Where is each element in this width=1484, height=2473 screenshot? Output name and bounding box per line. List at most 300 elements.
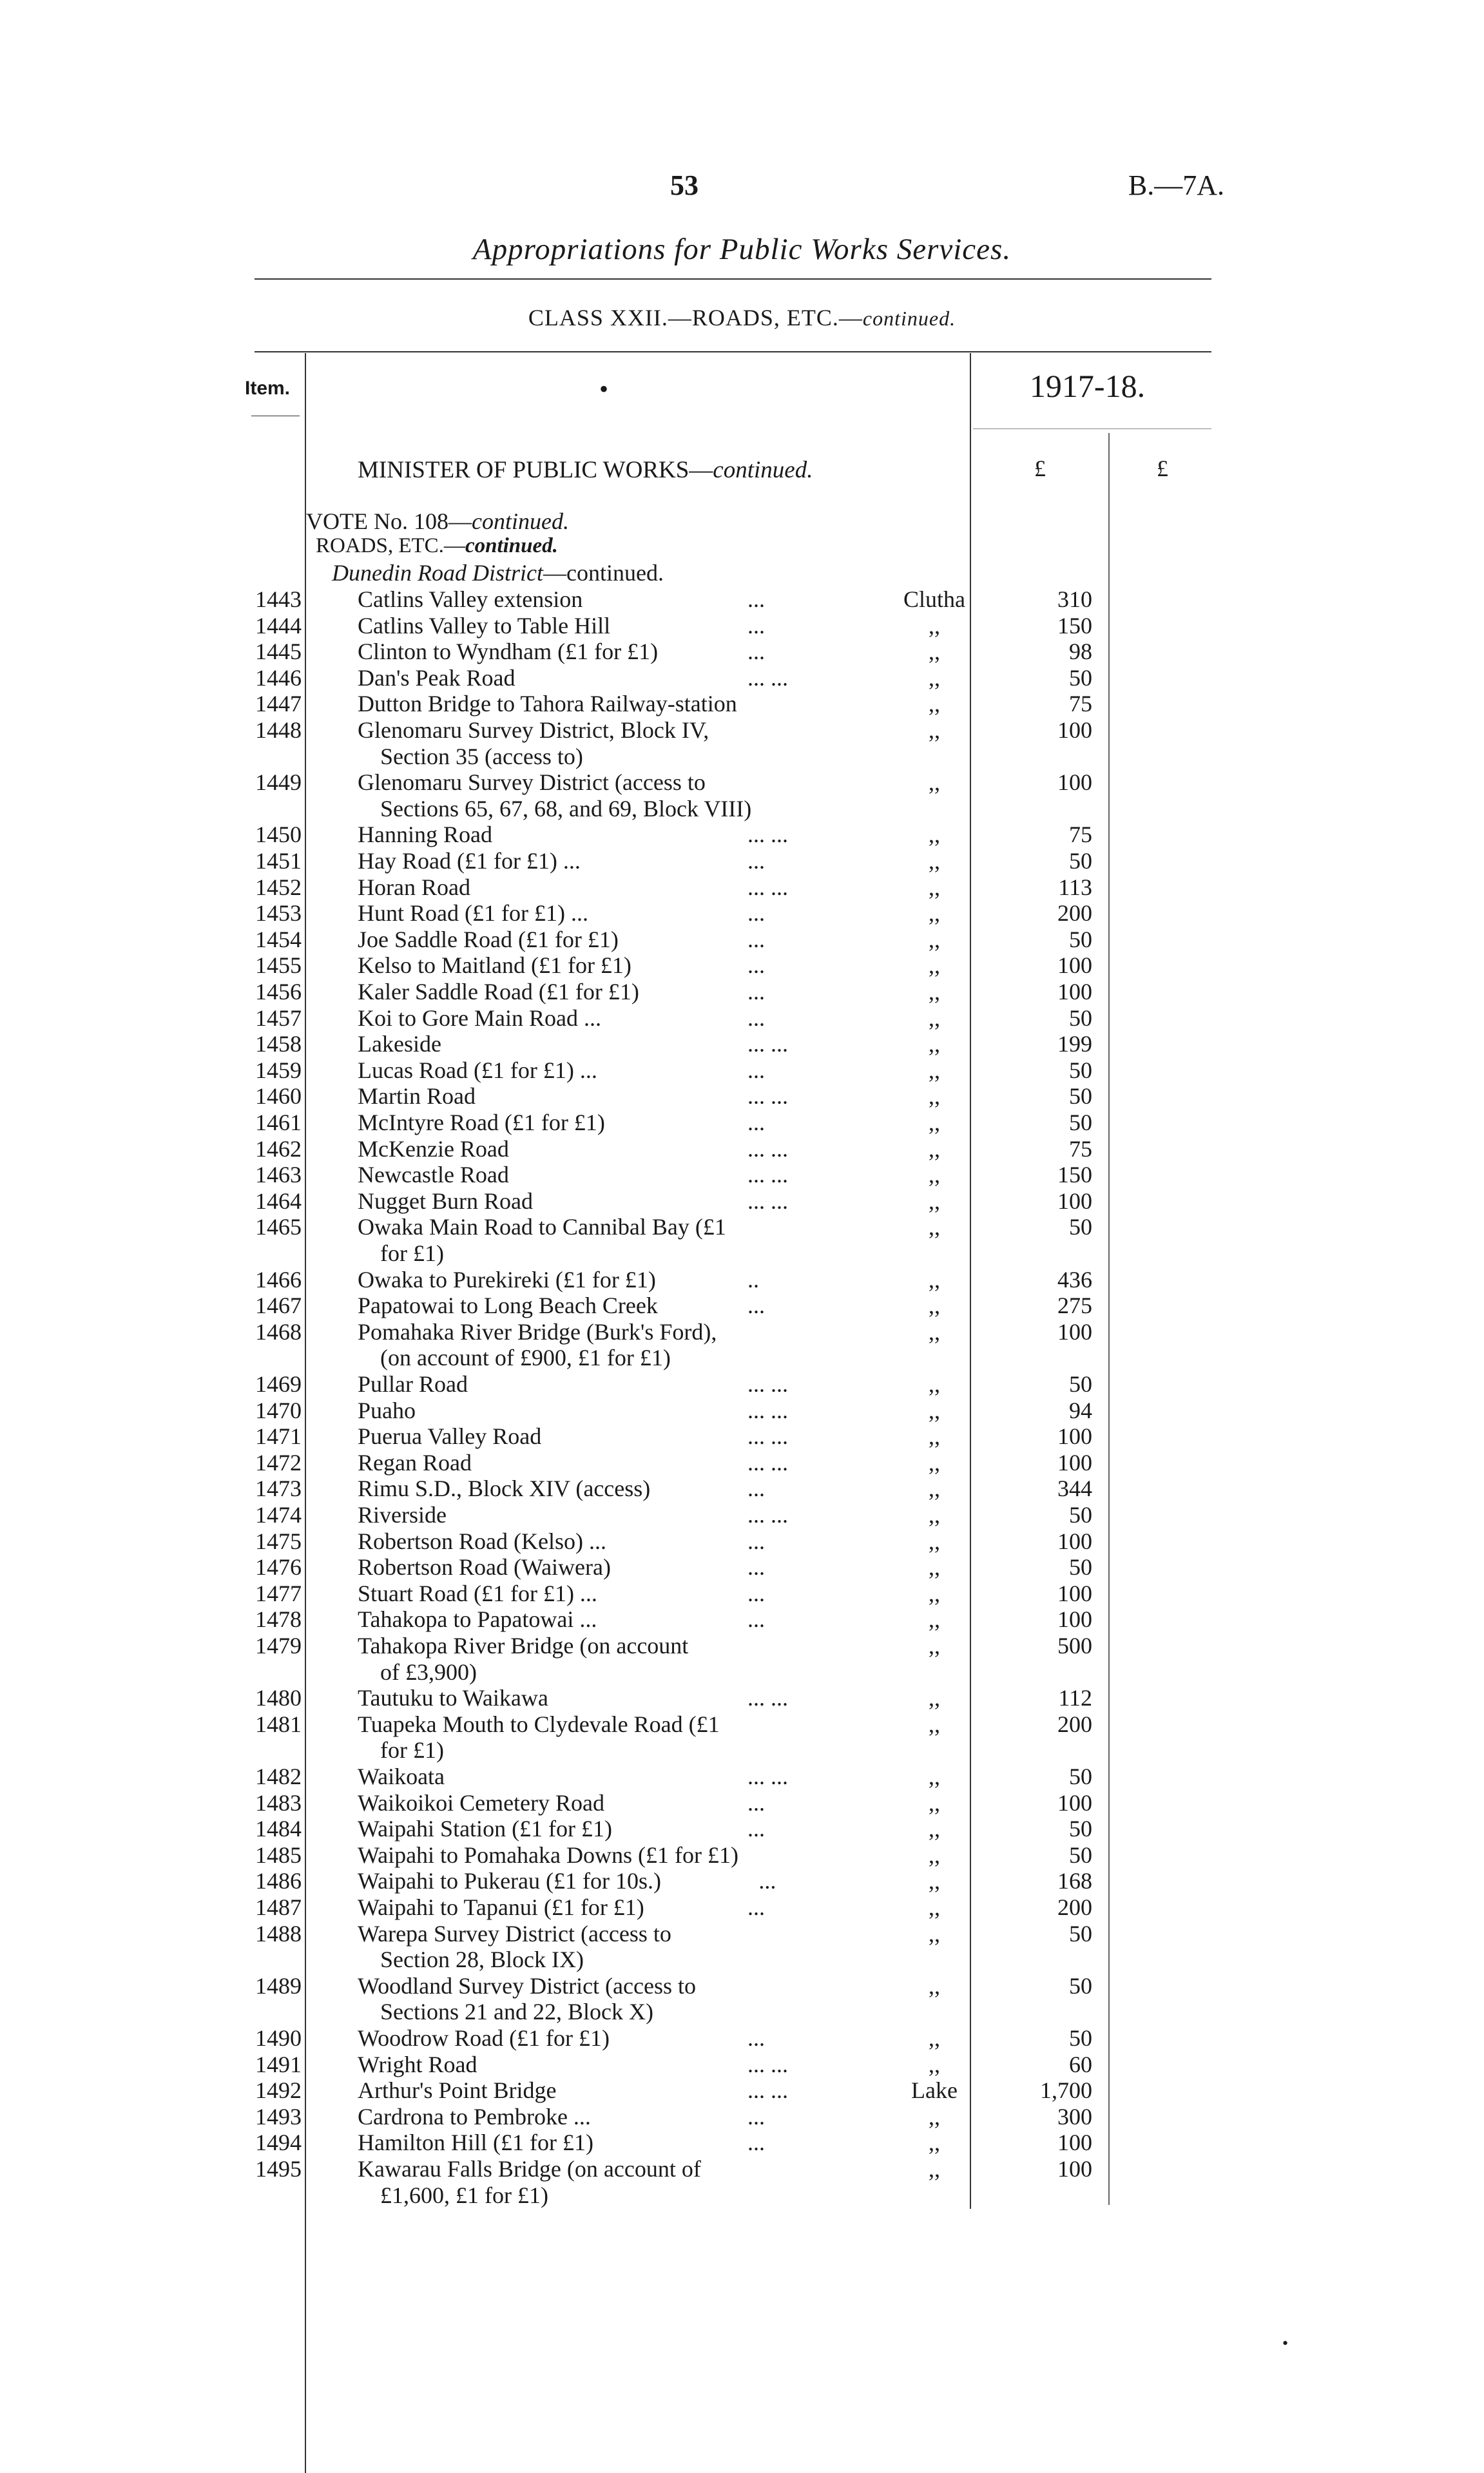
table-row bbox=[0, 1816, 1484, 1842]
table-row bbox=[0, 979, 1484, 1005]
leader-dots: ... ... bbox=[747, 1136, 788, 1162]
item-description: Robertson Road (Kelso) ... bbox=[358, 1528, 606, 1554]
table-row bbox=[0, 1476, 1484, 1501]
leader-dots: ... ... bbox=[747, 1188, 788, 1214]
leader-dots: ... ... bbox=[747, 1371, 788, 1397]
item-number: 1464 bbox=[255, 1188, 302, 1214]
pound-symbol-1: £ bbox=[1034, 456, 1046, 481]
leader-dots: ... ... bbox=[747, 1398, 788, 1423]
item-description: Wright Road bbox=[358, 2052, 477, 2077]
leader-dots: ... ... bbox=[747, 1031, 788, 1057]
amount: 100 bbox=[1057, 1581, 1092, 1606]
county-name: ,, bbox=[929, 2130, 940, 2155]
table-row-continuation bbox=[0, 1999, 1484, 2025]
item-description: Tahakopa to Papatowai ... bbox=[358, 1606, 597, 1632]
vote-text: VOTE No. 108— bbox=[306, 508, 472, 534]
leader-dots: ... bbox=[747, 1293, 765, 1318]
county-name: ,, bbox=[929, 691, 940, 717]
amount: 1,700 bbox=[1040, 2077, 1092, 2103]
leader-dots: ... bbox=[747, 1606, 765, 1632]
item-number: 1490 bbox=[255, 2025, 302, 2051]
item-description: Tuapeka Mouth to Clydevale Road (£1 bbox=[358, 1711, 720, 1737]
item-number: 1485 bbox=[255, 1842, 302, 1868]
paper-reference: B.—7A. bbox=[1128, 169, 1224, 201]
item-description: Robertson Road (Waiwera) bbox=[358, 1554, 611, 1580]
amount: 50 bbox=[1069, 1502, 1092, 1528]
amount: 98 bbox=[1069, 639, 1092, 664]
heading-rule bbox=[255, 278, 1211, 280]
amount: 310 bbox=[1057, 586, 1092, 612]
item-description: Joe Saddle Road (£1 for £1) bbox=[358, 927, 619, 952]
roads-suffix: continued. bbox=[465, 534, 558, 557]
amount: 150 bbox=[1057, 613, 1092, 639]
roads-heading bbox=[316, 534, 558, 558]
table-row bbox=[0, 952, 1484, 978]
table-row bbox=[0, 1711, 1484, 1737]
county-name: ,, bbox=[929, 874, 940, 900]
item-description: Woodrow Road (£1 for £1) bbox=[358, 2025, 610, 2051]
amount: 100 bbox=[1057, 1423, 1092, 1449]
item-number: 1493 bbox=[255, 2104, 302, 2130]
county-name: ,, bbox=[929, 1371, 940, 1397]
amount: 50 bbox=[1069, 1083, 1092, 1109]
leader-dots: ... ... bbox=[747, 822, 788, 847]
table-row bbox=[0, 1057, 1484, 1083]
year-header-rule bbox=[973, 428, 1211, 429]
item-number: 1460 bbox=[255, 1083, 302, 1109]
amount: 50 bbox=[1069, 927, 1092, 952]
county-name: ,, bbox=[929, 1921, 940, 1947]
amount: 436 bbox=[1057, 1267, 1092, 1293]
item-description: Waipahi Station (£1 for £1) bbox=[358, 1816, 613, 1842]
county-name: ,, bbox=[929, 613, 940, 639]
county-name: ,, bbox=[929, 1005, 940, 1031]
county-name: ,, bbox=[929, 1188, 940, 1214]
table-row bbox=[0, 691, 1484, 717]
item-number: 1492 bbox=[255, 2077, 302, 2103]
leader-dots: ... ... bbox=[747, 874, 788, 900]
item-number: 1453 bbox=[255, 900, 302, 926]
table-row bbox=[0, 1083, 1484, 1109]
item-description-continued: Sections 65, 67, 68, and 69, Block VIII) bbox=[380, 796, 752, 822]
table-row bbox=[0, 2025, 1484, 2051]
table-row bbox=[0, 2052, 1484, 2077]
amount: 94 bbox=[1069, 1398, 1092, 1423]
amount: 50 bbox=[1069, 2025, 1092, 2051]
leader-dots: ... bbox=[747, 1554, 765, 1580]
leader-dots: ... ... bbox=[747, 2077, 788, 2103]
item-description: Papatowai to Long Beach Creek bbox=[358, 1293, 658, 1318]
item-number: 1489 bbox=[255, 1973, 302, 1999]
table-row-continuation bbox=[0, 1345, 1484, 1371]
item-number: 1450 bbox=[255, 822, 302, 847]
table-row bbox=[0, 717, 1484, 743]
county-name: ,, bbox=[929, 2156, 940, 2182]
table-row bbox=[0, 769, 1484, 795]
item-description: Horan Road bbox=[358, 874, 470, 900]
amount: 50 bbox=[1069, 1764, 1092, 1789]
item-description: Woodland Survey District (access to bbox=[358, 1973, 696, 1999]
amount: 200 bbox=[1057, 1711, 1092, 1737]
item-description: Arthur's Point Bridge bbox=[358, 2077, 557, 2103]
county-name: ,, bbox=[929, 1267, 940, 1293]
table-row bbox=[0, 1136, 1484, 1162]
item-number: 1483 bbox=[255, 1790, 302, 1816]
leader-dots: ... bbox=[747, 1528, 765, 1554]
item-description: Owaka to Purekireki (£1 for £1) bbox=[358, 1267, 656, 1293]
leader-dots: ... bbox=[747, 848, 765, 874]
item-number: 1457 bbox=[255, 1005, 302, 1031]
item-description: Pullar Road bbox=[358, 1371, 468, 1397]
amount: 50 bbox=[1069, 848, 1092, 874]
county-name: ,, bbox=[929, 1293, 940, 1318]
leader-dots: ... bbox=[747, 952, 765, 978]
county-name: ,, bbox=[929, 822, 940, 847]
leader-dots: ... bbox=[747, 2104, 765, 2130]
item-description: Hunt Road (£1 for £1) ... bbox=[358, 900, 588, 926]
table-row bbox=[0, 639, 1484, 664]
item-description: Puaho bbox=[358, 1398, 416, 1423]
bottom-mark: • bbox=[1282, 2334, 1289, 2353]
item-description: Lakeside bbox=[358, 1031, 441, 1057]
item-number: 1486 bbox=[255, 1868, 302, 1894]
item-number: 1495 bbox=[255, 2156, 302, 2182]
county-name: ,, bbox=[929, 1450, 940, 1476]
item-number: 1488 bbox=[255, 1921, 302, 1947]
table-row bbox=[0, 613, 1484, 639]
amount: 100 bbox=[1057, 2130, 1092, 2155]
leader-dots: ... bbox=[747, 2025, 765, 2051]
item-description: Hanning Road bbox=[358, 822, 492, 847]
table-row bbox=[0, 2077, 1484, 2103]
amount: 75 bbox=[1069, 1136, 1092, 1162]
item-description: McKenzie Road bbox=[358, 1136, 509, 1162]
table-row bbox=[0, 1031, 1484, 1057]
county-name: ,, bbox=[929, 769, 940, 795]
table-row bbox=[0, 848, 1484, 874]
leader-dots: ... bbox=[747, 1110, 765, 1135]
minister-suffix: continued. bbox=[713, 457, 813, 483]
table-row bbox=[0, 1214, 1484, 1240]
leader-dots: ... bbox=[747, 1790, 765, 1816]
amount: 100 bbox=[1057, 717, 1092, 743]
amount: 200 bbox=[1057, 1894, 1092, 1920]
amount: 100 bbox=[1057, 1450, 1092, 1476]
item-description-continued: for £1) bbox=[380, 1737, 444, 1763]
item-number: 1469 bbox=[255, 1371, 302, 1397]
amount: 50 bbox=[1069, 1110, 1092, 1135]
county-name: ,, bbox=[929, 1423, 940, 1449]
table-row bbox=[0, 1110, 1484, 1135]
county-name: ,, bbox=[929, 1319, 940, 1345]
item-number: 1461 bbox=[255, 1110, 302, 1135]
county-name: ,, bbox=[929, 2052, 940, 2077]
item-description: Warepa Survey District (access to bbox=[358, 1921, 671, 1947]
leader-dots: ... bbox=[747, 900, 765, 926]
item-description: Waikoata bbox=[358, 1764, 445, 1789]
county-name: ,, bbox=[929, 1554, 940, 1580]
county-name: ,, bbox=[929, 1057, 940, 1083]
leader-dots: ... bbox=[747, 613, 765, 639]
table-row bbox=[0, 1790, 1484, 1816]
county-name: ,, bbox=[929, 1136, 940, 1162]
county-name: ,, bbox=[929, 1685, 940, 1711]
county-name: ,, bbox=[929, 1633, 940, 1659]
item-description: Tautuku to Waikawa bbox=[358, 1685, 548, 1711]
amount: 168 bbox=[1057, 1868, 1092, 1894]
table-row bbox=[0, 2104, 1484, 2130]
table-row bbox=[0, 586, 1484, 612]
year-column-header: 1917-18. bbox=[1029, 368, 1146, 404]
amount: 50 bbox=[1069, 1973, 1092, 1999]
class-title bbox=[0, 304, 1484, 331]
table-row bbox=[0, 900, 1484, 926]
county-name: ,, bbox=[929, 1606, 940, 1632]
item-description-continued: (on account of £900, £1 for £1) bbox=[380, 1345, 671, 1371]
item-description: Hamilton Hill (£1 for £1) bbox=[358, 2130, 593, 2155]
amount: 60 bbox=[1069, 2052, 1092, 2077]
item-number: 1451 bbox=[255, 848, 302, 874]
county-name: ,, bbox=[929, 1398, 940, 1423]
item-description: McIntyre Road (£1 for £1) bbox=[358, 1110, 605, 1135]
table-row bbox=[0, 822, 1484, 847]
item-description: Rimu S.D., Block XIV (access) bbox=[358, 1476, 651, 1501]
district-suffix: —continued. bbox=[543, 560, 664, 586]
leader-dots: ... ... bbox=[747, 1685, 788, 1711]
table-row bbox=[0, 1685, 1484, 1711]
leader-dots: ... bbox=[747, 927, 765, 952]
table-row bbox=[0, 1398, 1484, 1423]
county-name: ,, bbox=[929, 1973, 940, 1999]
item-description: Owaka Main Road to Cannibal Bay (£1 bbox=[358, 1214, 726, 1240]
table-row bbox=[0, 1528, 1484, 1554]
item-number: 1470 bbox=[255, 1398, 302, 1423]
item-number: 1465 bbox=[255, 1214, 302, 1240]
amount: 275 bbox=[1057, 1293, 1092, 1318]
county-name: ,, bbox=[929, 1214, 940, 1240]
item-description: Waipahi to Tapanui (£1 for £1) bbox=[358, 1894, 644, 1920]
class-title-suffix: continued. bbox=[862, 307, 956, 330]
roads-text: ROADS, ETC.— bbox=[316, 534, 465, 557]
amount: 100 bbox=[1057, 2156, 1092, 2182]
item-description: Waipahi to Pukerau (£1 for 10s.) bbox=[358, 1868, 661, 1894]
county-name: ,, bbox=[929, 1110, 940, 1135]
item-number: 1466 bbox=[255, 1267, 302, 1293]
county-name: Lake bbox=[911, 2077, 958, 2103]
item-description: Cardrona to Pembroke ... bbox=[358, 2104, 591, 2130]
item-number: 1479 bbox=[255, 1633, 302, 1659]
item-description: Glenomaru Survey District, Block IV, bbox=[358, 717, 709, 743]
class-title-text: CLASS XXII.—ROADS, ETC.— bbox=[528, 305, 863, 331]
table-row bbox=[0, 1162, 1484, 1188]
item-description-continued: Sections 21 and 22, Block X) bbox=[380, 1999, 653, 2025]
county-name: ,, bbox=[929, 848, 940, 874]
leader-dots: ... ... bbox=[747, 1450, 788, 1476]
table-row-continuation bbox=[0, 1737, 1484, 1763]
vote-suffix: continued. bbox=[471, 508, 569, 534]
item-number: 1471 bbox=[255, 1423, 302, 1449]
table-row-continuation bbox=[0, 2182, 1484, 2208]
amount: 199 bbox=[1057, 1031, 1092, 1057]
item-description: Glenomaru Survey District (access to bbox=[358, 769, 706, 795]
table-top-rule bbox=[255, 351, 1211, 352]
table-row bbox=[0, 1188, 1484, 1214]
item-description: Riverside bbox=[358, 1502, 447, 1528]
table-row bbox=[0, 1764, 1484, 1789]
item-description-continued: Section 35 (access to) bbox=[380, 744, 583, 769]
county-name: ,, bbox=[929, 639, 940, 664]
amount: 100 bbox=[1057, 1528, 1092, 1554]
item-number: 1494 bbox=[255, 2130, 302, 2155]
leader-dots: ... ... bbox=[747, 2052, 788, 2077]
county-name: ,, bbox=[929, 2104, 940, 2130]
district-text: Dunedin Road District bbox=[332, 560, 543, 586]
item-number: 1480 bbox=[255, 1685, 302, 1711]
table-row bbox=[0, 2130, 1484, 2155]
county-name: ,, bbox=[929, 1581, 940, 1606]
vote-heading bbox=[306, 508, 569, 535]
table-row bbox=[0, 1868, 1484, 1894]
item-description: Lucas Road (£1 for £1) ... bbox=[358, 1057, 597, 1083]
table-row-continuation bbox=[0, 744, 1484, 769]
table-row bbox=[0, 1581, 1484, 1606]
item-number: 1477 bbox=[255, 1581, 302, 1606]
item-description-continued: £1,600, £1 for £1) bbox=[380, 2182, 548, 2208]
table-row bbox=[0, 1633, 1484, 1659]
leader-dots: ... ... bbox=[747, 1162, 788, 1188]
district-heading bbox=[332, 559, 664, 586]
item-description: Stuart Road (£1 for £1) ... bbox=[358, 1581, 597, 1606]
leader-dots: ... ... bbox=[747, 1764, 788, 1789]
item-number: 1448 bbox=[255, 717, 302, 743]
county-name: ,, bbox=[929, 1894, 940, 1920]
amount: 50 bbox=[1069, 1554, 1092, 1580]
table-row bbox=[0, 874, 1484, 900]
table-row-continuation bbox=[0, 796, 1484, 822]
table-row bbox=[0, 1293, 1484, 1318]
table-row bbox=[0, 1005, 1484, 1031]
table-row bbox=[0, 1606, 1484, 1632]
item-number: 1447 bbox=[255, 691, 302, 717]
item-description: Clinton to Wyndham (£1 for £1) bbox=[358, 639, 659, 664]
item-description: Kelso to Maitland (£1 for £1) bbox=[358, 952, 631, 978]
leader-dots: ... bbox=[747, 1057, 765, 1083]
table-row bbox=[0, 1921, 1484, 1947]
leader-dots: ... bbox=[747, 2130, 765, 2155]
table-row-continuation bbox=[0, 1947, 1484, 1972]
item-number: 1444 bbox=[255, 613, 302, 639]
leader-dots: ... bbox=[747, 1005, 765, 1031]
amount: 100 bbox=[1057, 1319, 1092, 1345]
item-number: 1445 bbox=[255, 639, 302, 664]
item-number: 1452 bbox=[255, 874, 302, 900]
table-row bbox=[0, 1894, 1484, 1920]
item-number: 1455 bbox=[255, 952, 302, 978]
page-heading: Appropriations for Public Works Services. bbox=[472, 233, 1012, 266]
amount: 344 bbox=[1057, 1476, 1092, 1501]
table-row bbox=[0, 1842, 1484, 1868]
item-number: 1473 bbox=[255, 1476, 302, 1501]
county-name: ,, bbox=[929, 1528, 940, 1554]
item-description: Catlins Valley extension bbox=[358, 586, 583, 612]
county-name: ,, bbox=[929, 1711, 940, 1737]
item-description: Puerua Valley Road bbox=[358, 1423, 542, 1449]
item-number: 1454 bbox=[255, 927, 302, 952]
table-row bbox=[0, 1371, 1484, 1397]
item-description: Nugget Burn Road bbox=[358, 1188, 533, 1214]
table-row bbox=[0, 665, 1484, 691]
county-name: ,, bbox=[929, 2025, 940, 2051]
item-description-continued: for £1) bbox=[380, 1240, 444, 1266]
header-dot: • bbox=[599, 374, 609, 403]
item-number: 1456 bbox=[255, 979, 302, 1005]
item-description: Koi to Gore Main Road ... bbox=[358, 1005, 601, 1031]
item-number: 1462 bbox=[255, 1136, 302, 1162]
item-description: Waipahi to Pomahaka Downs (£1 for £1) bbox=[358, 1842, 738, 1868]
amount: 500 bbox=[1057, 1633, 1092, 1659]
county-name: ,, bbox=[929, 900, 940, 926]
leader-dots: .. bbox=[747, 1267, 759, 1293]
county-name: ,, bbox=[929, 1162, 940, 1188]
county-name: ,, bbox=[929, 665, 940, 691]
item-number: 1481 bbox=[255, 1711, 302, 1737]
county-name: ,, bbox=[929, 1790, 940, 1816]
amount: 50 bbox=[1069, 1371, 1092, 1397]
table-row bbox=[0, 1554, 1484, 1580]
county-name: ,, bbox=[929, 979, 940, 1005]
table-row bbox=[0, 1319, 1484, 1345]
leader-dots: ... bbox=[747, 1894, 765, 1920]
item-description-continued: of £3,900) bbox=[380, 1659, 477, 1685]
county-name: ,, bbox=[929, 927, 940, 952]
amount: 100 bbox=[1057, 952, 1092, 978]
table-row bbox=[0, 1973, 1484, 1999]
leader-dots: ... bbox=[747, 639, 765, 664]
item-description: Regan Road bbox=[358, 1450, 472, 1476]
item-description: Martin Road bbox=[358, 1083, 476, 1109]
table-row bbox=[0, 1450, 1484, 1476]
table-row bbox=[0, 927, 1484, 952]
item-description: Catlins Valley to Table Hill bbox=[358, 613, 611, 639]
amount: 50 bbox=[1069, 1921, 1092, 1947]
item-description: Dan's Peak Road bbox=[358, 665, 516, 691]
amount: 75 bbox=[1069, 691, 1092, 717]
item-number: 1484 bbox=[255, 1816, 302, 1842]
county-name: ,, bbox=[929, 1842, 940, 1868]
item-description: Kawarau Falls Bridge (on account of bbox=[358, 2156, 701, 2182]
leader-dots: ... bbox=[747, 979, 765, 1005]
amount: 100 bbox=[1057, 979, 1092, 1005]
leader-dots: ... bbox=[747, 1581, 765, 1606]
leader-dots: ... ... bbox=[747, 1423, 788, 1449]
amount: 50 bbox=[1069, 1214, 1092, 1240]
county-name: ,, bbox=[929, 1083, 940, 1109]
county-name: ,, bbox=[929, 1816, 940, 1842]
table-row-continuation bbox=[0, 1659, 1484, 1685]
amount: 112 bbox=[1058, 1685, 1092, 1711]
amount: 113 bbox=[1058, 874, 1092, 900]
county-name: ,, bbox=[929, 1868, 940, 1894]
amount: 100 bbox=[1057, 1790, 1092, 1816]
amount: 75 bbox=[1069, 822, 1092, 847]
item-number: 1475 bbox=[255, 1528, 302, 1554]
amount: 150 bbox=[1057, 1162, 1092, 1188]
item-number: 1459 bbox=[255, 1057, 302, 1083]
amount: 300 bbox=[1057, 2104, 1092, 2130]
leader-dots: ... bbox=[747, 1476, 765, 1501]
item-number: 1458 bbox=[255, 1031, 302, 1057]
item-description: Hay Road (£1 for £1) ... bbox=[358, 848, 581, 874]
